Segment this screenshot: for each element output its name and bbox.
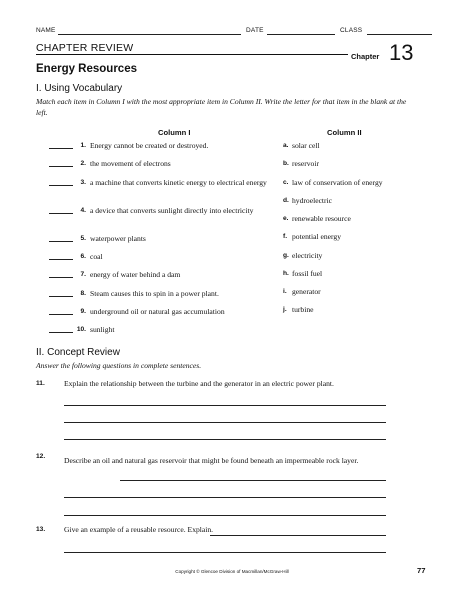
answer-line[interactable] [64,405,386,406]
answer-line[interactable] [120,480,386,481]
column1-item: energy of water behind a dam [90,270,181,279]
header-fields [36,25,432,37]
answer-blank-1[interactable] [49,148,73,149]
column1-item: a machine that converts kinetic energy to electrical energy [90,178,267,187]
column1-item: a device that converts sunlight directly into electricity [90,206,254,215]
class-line [367,34,432,35]
column1-heading: Column I [158,128,191,137]
column2-item: hydroelectric [292,196,333,205]
answer-blank-10[interactable] [49,332,73,333]
date-label: DATE [246,27,264,34]
item-number: 5. [80,235,86,242]
column2-item: law of conservation of energy [292,178,383,187]
item-letter: f. [283,233,288,240]
unit-title: Energy Resources [36,63,137,75]
item-number: 1. [80,142,86,149]
item-letter: h. [283,270,289,277]
column1-item: the movement of electrons [90,159,171,168]
column2-item: generator [292,287,321,296]
column1-item: waterpower plants [90,234,146,243]
answer-blank-2[interactable] [49,166,73,167]
column1-item: Energy cannot be created or destroyed. [90,141,209,150]
item-letter: c. [283,179,289,186]
item-number: 3. [80,179,86,186]
column2-item: renewable resource [292,214,351,223]
chapter-review-heading: CHAPTER REVIEW [36,42,134,54]
question-text: Give an example of a reusable resource. Explain. [64,525,214,534]
section1-instructions: Match each item in Column I with the most appropriate item in Column II. Write the letter for that item in the blank at the left. [36,97,407,117]
name-label: NAME [36,27,56,34]
column2-item: turbine [292,305,314,314]
question-number: 11. [36,380,45,387]
class-label: CLASS [340,27,363,34]
answer-line[interactable] [64,552,386,553]
column2-item: solar cell [292,141,320,150]
column1-item: underground oil or natural gas accumulation [90,307,225,316]
answer-blank-6[interactable] [49,259,73,260]
answer-line[interactable] [64,497,386,498]
name-line [58,34,241,35]
answer-line[interactable] [64,515,386,516]
item-number: 2. [80,160,86,167]
chapter-label: Chapter [351,52,380,61]
item-number: 7. [80,271,86,278]
item-letter: d. [283,197,289,204]
heading-rule [36,54,348,55]
column1-item: sunlight [90,325,115,334]
chapter-number: 13 [389,40,414,65]
answer-blank-8[interactable] [49,296,73,297]
item-number: 10. [76,326,86,333]
answer-line[interactable] [64,439,386,440]
question-number: 13. [36,526,46,533]
item-letter: a. [283,142,289,149]
column2-item: reservoir [292,159,319,168]
column2-item: fossil fuel [292,269,323,278]
question-number: 12. [36,453,46,460]
column1-item: Steam causes this to spin in a power plant. [90,289,219,298]
question-text: Describe an oil and natural gas reservoir that might be found beneath an impermeable rock layer. [64,456,359,465]
answer-blank-5[interactable] [49,241,73,242]
item-letter: b. [283,160,289,167]
answer-blank-3[interactable] [49,185,73,186]
section2-title: II. Concept Review [36,347,120,358]
item-letter: g. [283,252,289,259]
column2-item: potential energy [292,232,341,241]
section2-instructions: Answer the following questions in complete sentences. [36,361,202,370]
answer-line[interactable] [210,535,386,536]
answer-blank-9[interactable] [49,314,73,315]
item-number: 6. [80,253,86,260]
column2-heading: Column II [327,128,362,137]
item-letter: j. [283,306,287,313]
question-text: Explain the relationship between the turbine and the generator in an electric power plant. [64,379,334,388]
answer-line[interactable] [64,422,386,423]
item-number: 9. [80,308,86,315]
section1-title: I. Using Vocabulary [36,83,123,94]
item-number: 4. [80,207,86,214]
column2-item: electricity [292,251,323,260]
copyright-footer: Copyright © Glencoe Division of Macmillan/McGraw-Hill [175,569,289,574]
page-number: 77 [417,566,426,575]
date-line [267,34,335,35]
answer-blank-7[interactable] [49,277,73,278]
item-number: 8. [80,290,86,297]
item-letter: i. [283,288,287,295]
item-letter: e. [283,215,289,222]
answer-blank-4[interactable] [49,213,73,214]
column1-item: coal [90,252,103,261]
